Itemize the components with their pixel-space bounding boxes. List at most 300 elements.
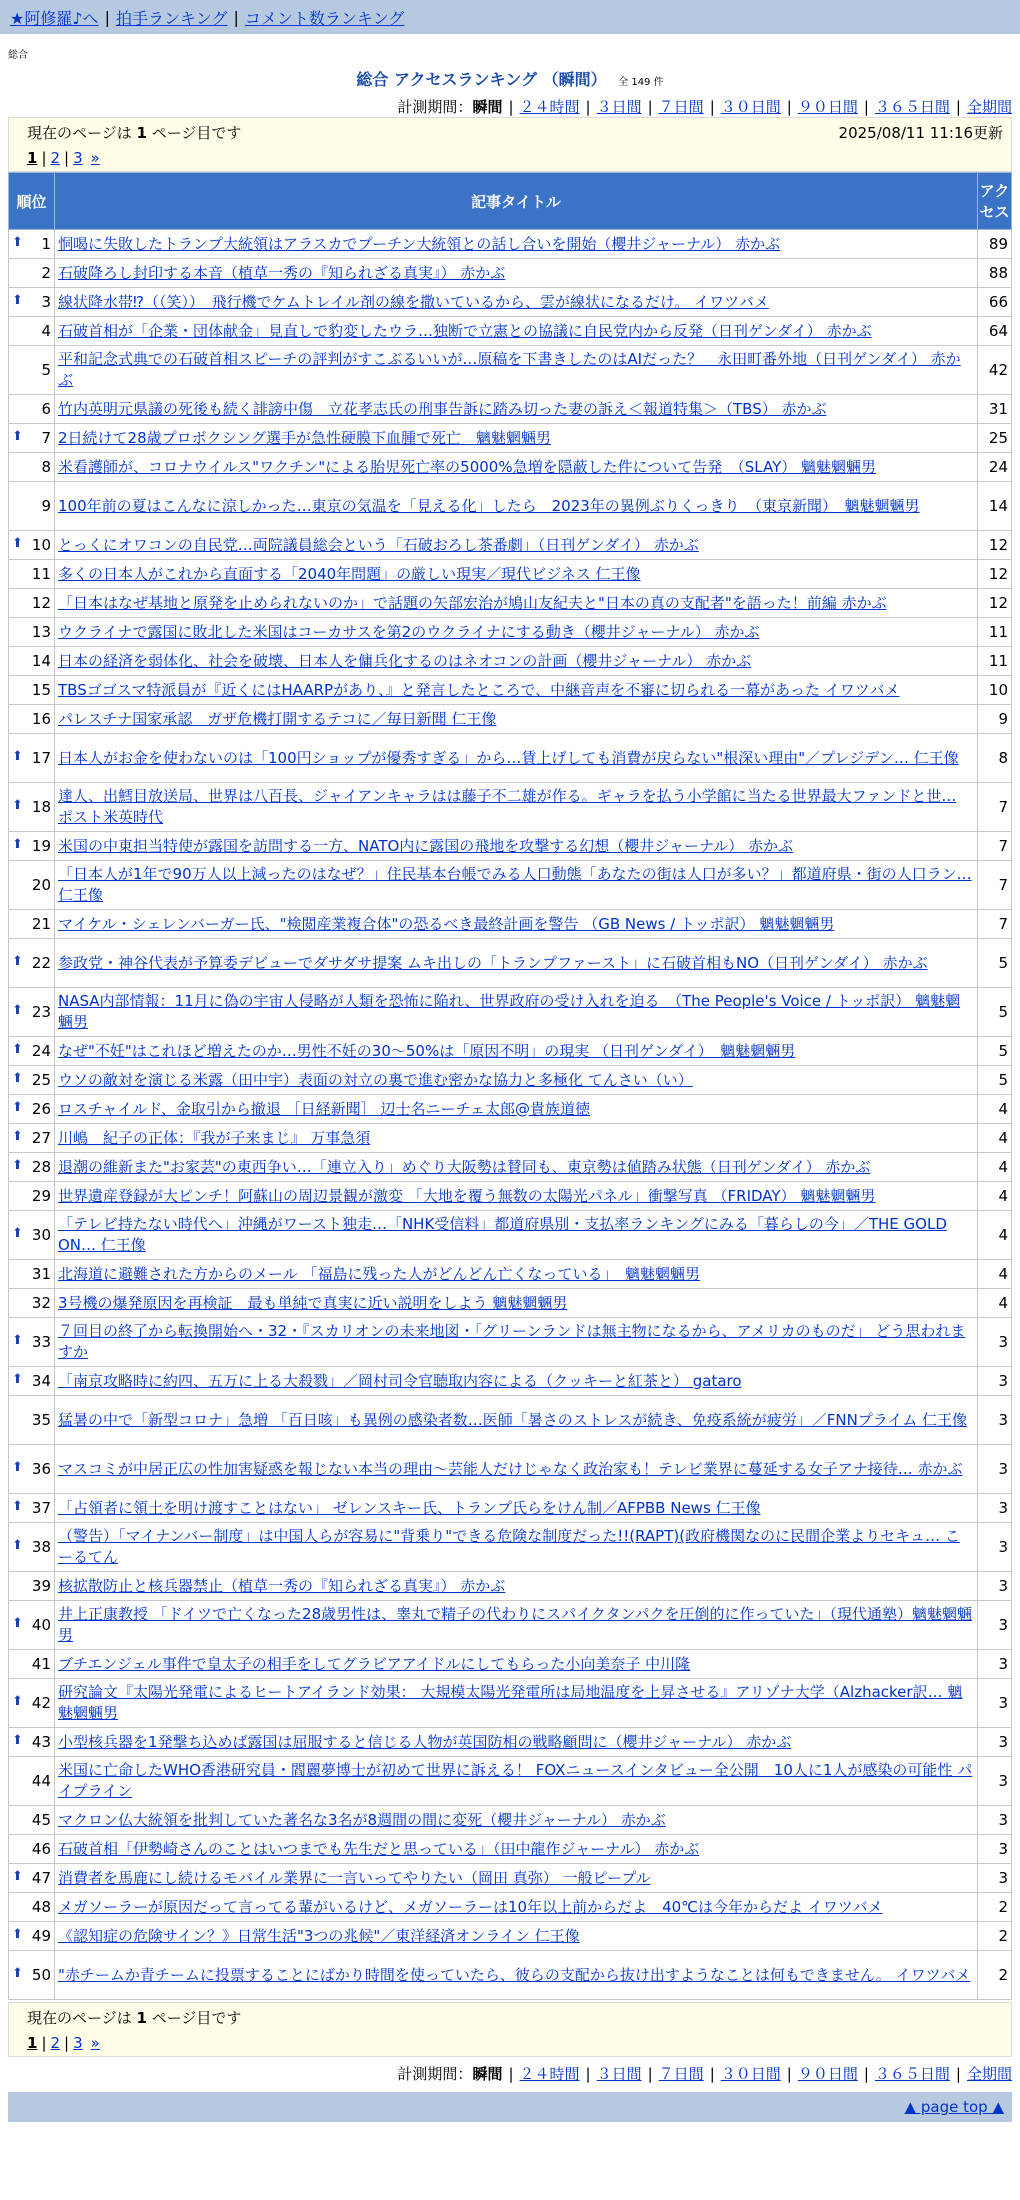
period-option-link[interactable]: ７日間 (658, 2065, 704, 2083)
up-arrow-icon: ⬆ (12, 1129, 23, 1144)
page-info-bottom (8, 2002, 1012, 2057)
table-row (9, 1864, 1012, 1893)
current-page-text: 現在のページは 1 ページ目です (27, 2009, 242, 2027)
access-count: 42 (978, 346, 1012, 395)
title-cell (55, 1728, 978, 1757)
table-row (9, 1728, 1012, 1757)
article-title-link[interactable]: NASA内部情報：11月に偽の宇宙人侵略が人類を恐怖に陥れ、世界政府の受け入れを迫る （The People's Voice / トッポ訳） 魑魅魍魎男 (58, 992, 961, 1031)
pager-next-link[interactable]: » (90, 2034, 100, 2052)
table-row (9, 395, 1012, 424)
article-title-link[interactable]: ウソの敵対を演じる米露（田中宇）表面の対立の裏で進む密かな協力と多極化 てんさい（い） (58, 1070, 693, 1089)
title-cell (55, 734, 978, 783)
access-count: 11 (978, 618, 1012, 647)
article-title-link[interactable]: マイケル・シェレンバーガー氏、"検閲産業複合体"の恐るべき最終計画を警告 （GB News / トッポ訳） 魑魅魍魎男 (58, 914, 835, 933)
table-row (9, 1922, 1012, 1951)
article-title-link[interactable]: 恫喝に失敗したトランプ大統領はアラスカでプーチン大統領との話し合いを開始（櫻井ジャーナル） 赤かぶ (58, 234, 781, 253)
rank-cell (9, 832, 55, 861)
table-row (9, 1572, 1012, 1601)
rank-number: 42 (31, 1694, 51, 1712)
title-cell (55, 1864, 978, 1893)
table-row (9, 1153, 1012, 1182)
rank-number: 33 (31, 1333, 51, 1351)
article-title-link[interactable]: 竹内英明元県議の死後も続く誹謗中傷 立花孝志氏の刑事告訴に踏み切った妻の訴え＜報道特集＞（TBS） 赤かぶ (58, 399, 827, 418)
rank-number: 1 (41, 235, 51, 253)
page-top-link[interactable]: ▲ page top ▲ (904, 2098, 1004, 2116)
up-arrow-icon: ⬆ (12, 837, 23, 852)
article-title-link[interactable]: 3号機の爆発原因を再検証 最も単純で真実に近い説明をしよう 魑魅魍魎男 (58, 1293, 568, 1312)
rank-number: 30 (31, 1226, 51, 1244)
table-row (9, 259, 1012, 288)
access-count: 3 (978, 1864, 1012, 1893)
article-title-link[interactable]: 井上正康教授 「ドイツで亡くなった28歳男性は、睾丸で精子の代わりにスパイクタンパクを圧倒的に作っていた」（現代通塾）魑魅魍魎男 (58, 1605, 972, 1644)
article-title-link[interactable]: 小型核兵器を1発撃ち込めば露国は屈服すると信じる人物が英国防相の戦略顧問に（櫻井ジャーナル） 赤かぶ (58, 1732, 792, 1751)
table-row (9, 939, 1012, 988)
rank-cell (9, 676, 55, 705)
table-row (9, 288, 1012, 317)
rank-cell (9, 783, 55, 832)
rank-cell (9, 346, 55, 395)
article-title-link[interactable]: ウクライナで露国に敗北した米国はコーカサスを第2のウクライナにする動き（櫻井ジャーナル） 赤かぶ (58, 622, 760, 641)
period-label: 計測期間： (397, 2065, 473, 2083)
rank-number: 21 (31, 915, 51, 933)
article-title-link[interactable]: 平和記念式典での石破首相スピーチの評判がすこぶるいいが…原稿を下書きしたのはAIだった？ 永田町番外地（日刊ゲンダイ） 赤かぶ (58, 350, 961, 389)
period-separator: | (709, 2065, 715, 2083)
table-row (9, 1037, 1012, 1066)
period-separator: | (955, 98, 961, 116)
access-count: 3 (978, 1367, 1012, 1396)
access-count: 4 (978, 1095, 1012, 1124)
rank-number: 31 (31, 1265, 51, 1283)
rank-number: 44 (31, 1772, 51, 1790)
access-count: 12 (978, 531, 1012, 560)
up-arrow-icon: ⬆ (12, 1927, 23, 1942)
up-arrow-icon: ⬆ (12, 235, 23, 250)
article-title-link[interactable]: 「日本はなぜ基地と原発を止められないのか」で話題の矢部宏治が鳩山友紀夫と"日本の真の支配者"を語った！前編 赤かぶ (58, 593, 887, 612)
article-title-link[interactable]: メガソーラーが原因だって言ってる輩がいるけど、メガソーラーは10年以上前からだよ 40℃は今年からだよ イワツバメ (58, 1897, 883, 1916)
article-title-link[interactable]: 川嶋 紀子の正体：『我が子来まじ』 万事急須 (58, 1128, 371, 1147)
rank-cell (9, 1318, 55, 1367)
rank-number: 37 (31, 1499, 51, 1517)
article-title-link[interactable]: 核拡散防止と核兵器禁止（植草一秀の『知られざる真実』） 赤かぶ (58, 1576, 506, 1595)
table-row (9, 1318, 1012, 1367)
title-cell (55, 1211, 978, 1260)
period-separator: | (863, 2065, 869, 2083)
access-count: 14 (978, 482, 1012, 531)
title-cell (55, 259, 978, 288)
title-column-header: 記事タイトル (55, 173, 978, 230)
rank-cell (9, 1893, 55, 1922)
article-title-link[interactable]: 《認知症の危険サイン？》日常生活"3つの兆候"／東洋経済オンライン 仁王像 (58, 1926, 580, 1945)
access-count: 66 (978, 288, 1012, 317)
period-separator: | (647, 98, 653, 116)
period-option-link[interactable]: ３０日間 (720, 2065, 781, 2083)
rank-cell (9, 560, 55, 589)
title-cell (55, 1066, 978, 1095)
access-count: 3 (978, 1650, 1012, 1679)
rank-number: 46 (31, 1840, 51, 1858)
clap-ranking-link[interactable]: 拍手ランキング (115, 8, 228, 28)
access-count: 88 (978, 259, 1012, 288)
article-title-link[interactable]: 研究論文『太陽光発電によるヒートアイランド効果： 大規模太陽光発電所は局地温度を上昇させる』アリゾナ大学（Alzhacker訳… 魑魅魍魎男 (58, 1683, 963, 1722)
rank-number: 17 (31, 749, 51, 767)
table-row (9, 1893, 1012, 1922)
rank-number: 25 (31, 1071, 51, 1089)
period-option-link[interactable]: ３６５日間 (874, 98, 950, 116)
title-cell (55, 1922, 978, 1951)
access-count: 3 (978, 1523, 1012, 1572)
article-title-link[interactable]: 2日続けて28歳プロボクシング選手が急性硬膜下血腫で死亡 魑魅魍魎男 (58, 428, 551, 447)
article-title-link[interactable]: 線状降水帯⁉（（笑）） 飛行機でケムトレイル剤の線を撒いているから、雲が線状になるだけ。 イワツバメ (58, 292, 769, 311)
rank-cell (9, 395, 55, 424)
article-title-link[interactable]: マクロン仏大統領を批判していた著名な3名が8週間の間に変死（櫻井ジャーナル） 赤かぶ (58, 1810, 666, 1829)
up-arrow-icon: ⬆ (12, 1071, 23, 1086)
rank-number: 9 (41, 497, 51, 515)
title-cell (55, 1806, 978, 1835)
up-arrow-icon: ⬆ (12, 536, 23, 551)
rank-cell (9, 1211, 55, 1260)
rank-cell (9, 861, 55, 910)
category-label: 総合 (8, 50, 28, 61)
access-count: 2 (978, 1951, 1012, 2000)
access-count: 12 (978, 560, 1012, 589)
pager-page-link[interactable]: 3 (73, 149, 83, 167)
up-arrow-icon: ⬆ (12, 1460, 23, 1475)
title-cell (55, 618, 978, 647)
rank-cell (9, 259, 55, 288)
access-count: 4 (978, 1153, 1012, 1182)
pager-current-page: 1 (27, 149, 38, 167)
period-option-link[interactable]: 全期間 (966, 98, 1012, 116)
access-count: 4 (978, 1289, 1012, 1318)
up-arrow-icon: ⬆ (12, 1100, 23, 1115)
article-title-link[interactable]: なぜ"不妊"はこれほど増えたのか…男性不妊の30～50%は「原因不明」の現実 （日刊ゲンダイ） 魑魅魍魎男 (58, 1041, 796, 1060)
title-cell (55, 988, 978, 1037)
title-cell (55, 1835, 978, 1864)
access-count: 5 (978, 939, 1012, 988)
article-title-link[interactable]: 米国の中東担当特使が露国を訪問する一方、NATO内に露国の飛地を攻撃する幻想（櫻井ジャーナル） 赤かぶ (58, 836, 794, 855)
access-count: 64 (978, 317, 1012, 346)
pager-page-link[interactable]: 2 (50, 149, 61, 167)
title-cell (55, 1182, 978, 1211)
article-title-link[interactable]: 多くの日本人がこれから直面する「2040年問題」の厳しい現実／現代ビジネス 仁王像 (58, 564, 641, 583)
rank-number: 6 (41, 400, 51, 418)
access-count: 4 (978, 1211, 1012, 1260)
access-count: 10 (978, 676, 1012, 705)
up-arrow-icon: ⬆ (12, 1694, 23, 1709)
rank-number: 5 (41, 361, 51, 379)
period-option-link[interactable]: ３日間 (596, 2065, 642, 2083)
article-title-link[interactable]: 石破降ろし封印する本音（植草一秀の『知られざる真実』） 赤かぶ (58, 263, 506, 282)
rank-cell (9, 531, 55, 560)
rank-column-header: 順位 (9, 173, 55, 230)
title-cell (55, 1650, 978, 1679)
period-selector (0, 96, 1020, 117)
updated-timestamp: 2025/08/11 11:16更新 (838, 124, 1003, 142)
article-title-link[interactable]: 参政党・神谷代表が予算委デビューでダサダサ提案 ムキ出しの「トランプファースト」に石破首相もNO（日刊ゲンダイ） 赤かぶ (58, 953, 928, 972)
access-count: 7 (978, 832, 1012, 861)
access-count: 3 (978, 1601, 1012, 1650)
title-cell (55, 1572, 978, 1601)
rank-number: 34 (31, 1372, 51, 1390)
rank-cell (9, 1494, 55, 1523)
rank-number: 35 (31, 1411, 51, 1429)
period-option-link[interactable]: ３日間 (596, 98, 642, 116)
table-row (9, 1445, 1012, 1494)
up-arrow-icon: ⬆ (12, 1372, 23, 1387)
comment-ranking-link[interactable]: コメント数ランキング (244, 8, 405, 28)
rank-number: 36 (31, 1460, 51, 1478)
title-cell (55, 424, 978, 453)
pager-page-link[interactable]: 2 (50, 2034, 61, 2052)
period-option-link[interactable]: ２４時間 (519, 2065, 580, 2083)
period-option-link[interactable]: ３６５日間 (874, 2065, 950, 2083)
access-count: 3 (978, 1572, 1012, 1601)
access-count: 3 (978, 1679, 1012, 1728)
table-row (9, 861, 1012, 910)
up-arrow-icon: ⬆ (12, 1042, 23, 1057)
table-row (9, 1757, 1012, 1806)
article-title-link[interactable]: 「日本人が1年で90万人以上減ったのはなぜ？」住民基本台帳でみる人口動態「あなたの街は人口が多い？」都道府県・街の人口ラン… 仁王像 (58, 865, 972, 904)
rank-number: 32 (31, 1294, 51, 1312)
article-title-link[interactable]: 石破首相「伊勢崎さんのことはいつまでも先生だと思っている」（田中龍作ジャーナル） 赤かぶ (58, 1839, 700, 1858)
table-row (9, 1601, 1012, 1650)
article-title-link[interactable]: 米看護師が、コロナウイルス"ワクチン"による胎児死亡率の5000%急増を隠蔽した件について告発 （SLAY） 魑魅魍魎男 (58, 457, 877, 476)
rank-cell (9, 1572, 55, 1601)
table-row (9, 1182, 1012, 1211)
table-row (9, 676, 1012, 705)
title-cell (55, 1260, 978, 1289)
table-row (9, 647, 1012, 676)
table-row (9, 618, 1012, 647)
access-count: 89 (978, 230, 1012, 259)
pager-next-link[interactable]: » (90, 149, 100, 167)
rank-number: 22 (31, 954, 51, 972)
title-cell (55, 346, 978, 395)
up-arrow-icon: ⬆ (12, 1158, 23, 1173)
up-arrow-icon: ⬆ (12, 1966, 23, 1981)
period-separator: | (863, 98, 869, 116)
title-cell (55, 1494, 978, 1523)
rank-cell (9, 1922, 55, 1951)
table-row (9, 1124, 1012, 1153)
up-arrow-icon: ⬆ (12, 1538, 23, 1553)
article-title-link[interactable]: マスコミが中居正広の性加害疑惑を報じない本当の理由～芸能人だけじゃなく政治家も！テレビ業界に蔓延する女子アナ接待… 赤かぶ (58, 1459, 963, 1478)
table-row (9, 988, 1012, 1037)
title-cell (55, 1601, 978, 1650)
article-title-link[interactable]: 日本人がお金を使わないのは「100円ショップが優秀すぎる」から…賃上げしても消費が戻らない"根深い理由"／プレジデン… 仁王像 (58, 748, 959, 767)
article-title-link[interactable]: 100年前の夏はこんなに涼しかった…東京の気温を「見える化」したら 2023年の異例ぶりくっきり （東京新聞） 魑魅魍魎男 (58, 496, 920, 515)
access-count: 11 (978, 647, 1012, 676)
article-title-link[interactable]: 消費者を馬鹿にし続けるモバイル業界に一言いってやりたい（岡田 真弥） 一般ピープル (58, 1868, 651, 1887)
rank-number: 3 (41, 293, 51, 311)
access-count: 3 (978, 1806, 1012, 1835)
rank-number: 13 (31, 623, 51, 641)
access-count: 5 (978, 1066, 1012, 1095)
rank-number: 8 (41, 458, 51, 476)
rank-number: 48 (31, 1898, 51, 1916)
table-row (9, 1650, 1012, 1679)
period-current: 瞬間 (472, 2065, 503, 2083)
rank-number: 40 (31, 1616, 51, 1634)
access-count: 3 (978, 1757, 1012, 1806)
rank-cell (9, 1289, 55, 1318)
rank-cell (9, 705, 55, 734)
period-selector (0, 2063, 1020, 2084)
rank-cell (9, 317, 55, 346)
period-option-link[interactable]: ２４時間 (519, 98, 580, 116)
article-title-link[interactable]: 「南京攻略時に約四、五万に上る大殺戮」／岡村司令官聴取内容による（クッキーと紅茶と） gataro (58, 1371, 742, 1390)
rank-number: 39 (31, 1577, 51, 1595)
home-link[interactable]: ★阿修羅♪へ (10, 8, 99, 28)
article-title-link[interactable]: 世界遺産登録が大ピンチ！阿蘇山の周辺景観が激変 「大地を覆う無数の太陽光パネル」衝撃写真 （FRIDAY） 魑魅魍魎男 (58, 1186, 876, 1205)
table-row (9, 1835, 1012, 1864)
rank-cell (9, 1650, 55, 1679)
article-title-link[interactable]: 石破首相が「企業・団体献金」見直しで豹変したウラ…独断で立憲との協議に自民党内から反発（日刊ゲンダイ） 赤かぶ (58, 321, 872, 340)
access-count: 3 (978, 1835, 1012, 1864)
access-count: 8 (978, 734, 1012, 783)
table-row (9, 1396, 1012, 1445)
article-title-link[interactable]: "赤チームか青チームに投票することにばかり時間を使っていたら、彼らの支配から抜け出すようなことは何もできません。 イワツバメ (58, 1965, 971, 1984)
table-row (9, 482, 1012, 531)
table-row (9, 783, 1012, 832)
up-arrow-icon: ⬆ (12, 293, 23, 308)
table-row (9, 424, 1012, 453)
pager-separator: | (41, 2034, 47, 2052)
pager (27, 2034, 1011, 2052)
pager-current-page: 1 (27, 2034, 38, 2052)
article-title-link[interactable]: 達人、出鱈目放送局、世界は八百長、ジャイアンキャラはは藤子不二雄が作る。ギャラを払う小学館に当たる世界最大ファンドと世… ポスト米英時代 (58, 787, 957, 826)
period-separator: | (709, 98, 715, 116)
title-cell (55, 1153, 978, 1182)
rank-cell (9, 589, 55, 618)
period-separator: | (508, 2065, 514, 2083)
article-title-link[interactable]: 日本の経済を弱体化、社会を破壊、日本人を傭兵化するのはネオコンの計画（櫻井ジャーナル） 赤かぶ (58, 651, 752, 670)
title-cell (55, 1679, 978, 1728)
article-title-link[interactable]: とっくにオワコンの自民党…両院議員総会という「石破おろし茶番劇」（日刊ゲンダイ） 赤かぶ (58, 535, 699, 554)
access-count: 3 (978, 1728, 1012, 1757)
table-row (9, 705, 1012, 734)
article-title-link[interactable]: 北海道に避難された方からのメール 「福島に残った人がどんどん亡くなっている」 魑魅魍魎男 (58, 1264, 700, 1283)
pager-page-link[interactable]: 3 (73, 2034, 83, 2052)
table-row (9, 1289, 1012, 1318)
title-cell (55, 832, 978, 861)
rank-number: 38 (31, 1538, 51, 1556)
pager (27, 149, 1011, 167)
rank-cell (9, 1835, 55, 1864)
period-current: 瞬間 (472, 98, 503, 116)
title-cell (55, 1951, 978, 2000)
pager-separator: | (41, 149, 47, 167)
page-title-text: 総合 アクセスランキング （瞬間） (356, 70, 607, 89)
rank-number: 28 (31, 1158, 51, 1176)
period-separator: | (955, 2065, 961, 2083)
up-arrow-icon: ⬆ (12, 1616, 23, 1631)
access-count: 2 (978, 1922, 1012, 1951)
page-title (0, 67, 1020, 90)
article-title-link[interactable]: ７回目の終了から転換開始へ・32・『スカリオンの未来地図・「グリーンランドは無主物になるから、アメリカのものだ」 どう思われますか (58, 1322, 966, 1361)
access-count: 31 (978, 395, 1012, 424)
rank-cell (9, 1523, 55, 1572)
article-title-link[interactable]: 猛暑の中で「新型コロナ」急増 「百日咳」も異例の感染者数…医師「暑さのストレスが続き、免疫系統が疲労」／FNNプライム 仁王像 (58, 1410, 968, 1429)
up-arrow-icon: ⬆ (12, 749, 23, 764)
article-title-link[interactable]: パレスチナ国家承認 ガザ危機打開するテコに／毎日新聞 仁王像 (58, 709, 497, 728)
rank-cell (9, 1367, 55, 1396)
period-separator: | (508, 98, 514, 116)
rank-number: 23 (31, 1003, 51, 1021)
title-cell (55, 910, 978, 939)
article-title-link[interactable]: （警告）「マイナンバー制度」は中国人らが容易に"背乗り"できる危険な制度だった!!(RAPT)(政府機関なのに民間企業よりセキュ… こーるてん (58, 1527, 960, 1566)
rank-number: 16 (31, 710, 51, 728)
rank-number: 29 (31, 1187, 51, 1205)
rank-cell (9, 482, 55, 531)
access-count: 4 (978, 1124, 1012, 1153)
rank-cell (9, 910, 55, 939)
period-option-link[interactable]: ３０日間 (720, 98, 781, 116)
rank-number: 18 (31, 798, 51, 816)
rank-cell (9, 1153, 55, 1182)
rank-cell (9, 1260, 55, 1289)
rank-cell (9, 1396, 55, 1445)
access-column-header: アクセス (978, 173, 1012, 230)
rank-number: 11 (31, 565, 51, 583)
total-count: 全 149 件 (618, 77, 664, 88)
rank-number: 15 (31, 681, 51, 699)
rank-cell (9, 1679, 55, 1728)
period-option-link[interactable]: ９０日間 (797, 98, 858, 116)
article-title-link[interactable]: 米国に亡命したWHO香港研究員・閻麗夢博士が初めて世界に訴える！ FOXニュースインタビュー全公開 10人に1人が感染の可能性 パイプライン (58, 1761, 973, 1800)
article-title-link[interactable]: ブチエンジェル事件で皇太子の相手をしてグラビアアイドルにしてもらった小向美奈子 中川隆 (58, 1654, 691, 1673)
rank-cell (9, 1864, 55, 1893)
rank-number: 41 (31, 1655, 51, 1673)
rank-number: 43 (31, 1733, 51, 1751)
access-count: 24 (978, 453, 1012, 482)
table-row (9, 1367, 1012, 1396)
title-cell (55, 531, 978, 560)
access-count: 4 (978, 1260, 1012, 1289)
up-arrow-icon: ⬆ (12, 1869, 23, 1884)
period-option-link[interactable]: 全期間 (966, 2065, 1012, 2083)
article-title-link[interactable]: ロスチャイルド、金取引から撤退 ［日経新聞］ 辺士名ニーチェ太郎@貴族道徳 (58, 1099, 590, 1118)
article-title-link[interactable]: TBSゴゴスマ特派員が『近くにはHAARPがあり、』と発言したところで、中継音声を不審に切られる一幕があった イワツバメ (58, 680, 900, 699)
period-option-link[interactable]: ７日間 (658, 98, 704, 116)
article-title-link[interactable]: 「テレビ持たない時代へ」沖縄がワースト独走…「NHK受信料」都道府県別・支払率ランキングにみる「暮らしの今」／THE GOLD ON… 仁王像 (58, 1215, 947, 1254)
period-option-link[interactable]: ９０日間 (797, 2065, 858, 2083)
rank-cell (9, 453, 55, 482)
period-separator: | (786, 98, 792, 116)
title-cell (55, 288, 978, 317)
article-title-link[interactable]: 「占領者に領土を明け渡すことはない」 ゼレンスキー氏、トランプ氏らをけん制／AFPBB News 仁王像 (58, 1498, 761, 1517)
rank-cell (9, 988, 55, 1037)
title-cell (55, 861, 978, 910)
rank-number: 49 (31, 1927, 51, 1945)
rank-cell (9, 1601, 55, 1650)
title-cell (55, 1289, 978, 1318)
rank-cell (9, 1806, 55, 1835)
top-nav-bar (0, 0, 1020, 34)
table-row (9, 1951, 1012, 2000)
rank-cell (9, 1445, 55, 1494)
rank-number: 12 (31, 594, 51, 612)
title-cell (55, 1095, 978, 1124)
rank-cell (9, 618, 55, 647)
title-cell (55, 939, 978, 988)
access-count: 3 (978, 1445, 1012, 1494)
access-count: 9 (978, 705, 1012, 734)
article-title-link[interactable]: 退潮の維新また"お家芸"の東西争い…「連立入り」めぐり大阪勢は賛同も、東京勢は値踏み状態（日刊ゲンダイ） 赤かぶ (58, 1157, 871, 1176)
table-row (9, 910, 1012, 939)
pager-separator: | (64, 2034, 70, 2052)
table-row (9, 1523, 1012, 1572)
